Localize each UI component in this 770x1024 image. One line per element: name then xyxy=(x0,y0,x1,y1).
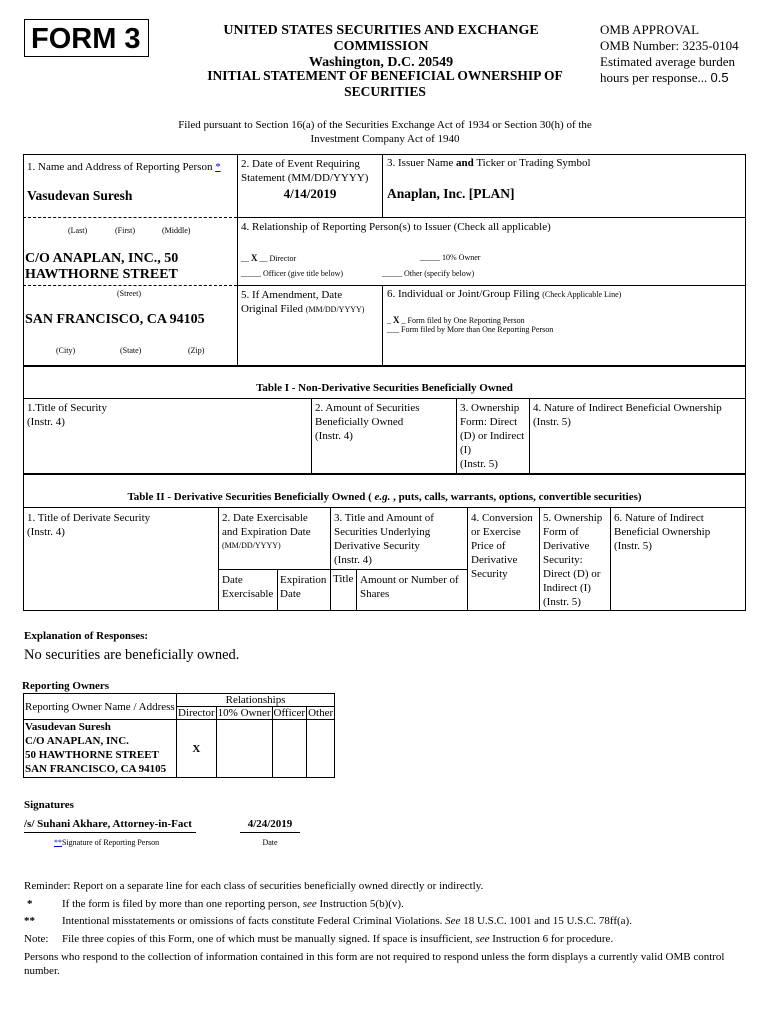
director-check: X xyxy=(177,720,217,778)
header-line: (Instr. 4) xyxy=(27,526,65,538)
header-line: 6. Nature of Indirect xyxy=(614,512,704,524)
city-state-zip: SAN FRANCISCO, CA 94105 xyxy=(25,312,205,327)
header-line: (Instr. 5) xyxy=(614,540,652,552)
header-line: Shares xyxy=(360,588,390,600)
header-line: (Instr. 5) xyxy=(460,458,498,470)
reporting-person-name: Vasudevan Suresh xyxy=(27,188,133,203)
star-note-pre: If the form is filed by more than one reporting person, xyxy=(62,898,303,910)
header-line: 2. Date Exercisable xyxy=(222,512,308,524)
table2-col1-header xyxy=(27,511,150,539)
explanation-text: No securities are beneficially owned. xyxy=(24,647,240,663)
street-address xyxy=(25,251,178,283)
star-note xyxy=(62,898,404,910)
relationships-header: Relationships xyxy=(177,694,335,707)
owner-line: C/O ANAPLAN, INC. xyxy=(25,735,129,747)
header-line: (Instr. 4) xyxy=(27,416,65,428)
header-line: Derivative xyxy=(471,554,518,566)
table1-col2-header xyxy=(315,401,420,443)
state-label: (State) xyxy=(120,346,142,355)
box3-label-post: Ticker or Trading Symbol xyxy=(473,157,591,169)
table2-title-pre: Table II - Derivative Securities Beneficially Owned ( xyxy=(127,491,375,503)
persons-notice xyxy=(24,950,744,978)
double-star-note xyxy=(62,915,632,927)
box5-label-line: 5. If Amendment, Date xyxy=(241,289,343,301)
event-date: 4/14/2019 xyxy=(283,186,337,201)
persons-line: number. xyxy=(24,965,60,977)
header-line: Form: Direct xyxy=(460,416,518,428)
header-line: (Instr. 4) xyxy=(334,554,372,566)
star-note-see: see xyxy=(302,898,317,910)
date-exercisable-header xyxy=(222,573,273,601)
double-star-footnote-link[interactable]: ** xyxy=(54,838,62,847)
signature-label-text: Signature of Reporting Person xyxy=(62,838,160,847)
box1-label xyxy=(27,161,221,173)
other-header: Other xyxy=(308,707,334,719)
note-label: Note: xyxy=(24,933,49,945)
header-line: 3. Ownership xyxy=(460,402,520,414)
page-title-line: INITIAL STATEMENT OF BENEFICIAL OWNERSHIP OF xyxy=(207,68,563,83)
box3-label-pre: 3. Issuer Name xyxy=(387,157,457,169)
table2-col6-header xyxy=(614,511,710,553)
director-pre: __ xyxy=(241,254,251,263)
header-line: 3. Title and Amount of xyxy=(334,512,434,524)
ten-percent-check xyxy=(216,720,272,778)
header-line: (D) or Indirect xyxy=(460,430,525,442)
header-line: Security xyxy=(471,568,508,580)
header-line: Security: xyxy=(543,554,583,566)
table2-title-eg: e.g. xyxy=(374,491,391,503)
title-subheader: Title xyxy=(333,573,354,585)
zip-label: (Zip) xyxy=(188,346,205,355)
header-line: 5. Ownership xyxy=(543,512,603,524)
note-pre: File three copies of this Form, one of which must be manually signed. If space is insufficient, xyxy=(62,933,476,945)
reporting-owners-table xyxy=(23,693,335,778)
header-line-small: (MM/DD/YYYY) xyxy=(222,541,281,550)
table2-title xyxy=(23,491,746,503)
reminder-text: Reminder: Report on a separate line for each class of securities beneficially owned directly or indirectly. xyxy=(24,880,484,892)
header-line: (Instr. 4) xyxy=(315,430,353,442)
owner-line: 50 HAWTHORNE STREET xyxy=(25,749,159,761)
header-line: Beneficial Ownership xyxy=(614,526,711,538)
dstar-note-pre: Intentional misstatements or omissions of facts constitute Federal Criminal Violations. xyxy=(62,915,446,927)
other-check xyxy=(307,720,335,778)
header-line: Exercisable xyxy=(222,588,274,600)
header-line: Date xyxy=(280,588,301,600)
omb-line: Estimated average burden xyxy=(600,54,735,69)
signature-date: 4/24/2019 xyxy=(240,818,300,833)
table1-title: Table I - Non-Derivative Securities Beneficially Owned xyxy=(256,382,513,394)
header-line: (Instr. 5) xyxy=(543,596,581,608)
table2-title-post: , puts, calls, warrants, options, convertible securities) xyxy=(390,491,642,503)
last-label: (Last) xyxy=(68,226,88,235)
reporting-owners-heading: Reporting Owners xyxy=(22,680,110,692)
star-footnote-link[interactable]: * xyxy=(215,161,221,173)
table2-col2-header xyxy=(222,511,311,553)
header-line: Direct (D) or xyxy=(543,568,601,580)
ten-percent-header: 10% Owner xyxy=(217,707,271,719)
header-line: 1. Title of Derivate Security xyxy=(27,512,151,524)
persons-line: Persons who respond to the collection of information contained in this form are not required to respond unless the form displays a currently valid OMB control xyxy=(24,951,725,963)
note-post: Instruction 6 for procedure. xyxy=(489,933,614,945)
director-header: Director xyxy=(178,707,215,719)
header-line: Derivative Security xyxy=(334,540,420,552)
expiration-date-header xyxy=(280,573,326,601)
owner-line: SAN FRANCISCO, CA 94105 xyxy=(25,763,167,775)
officer-option: _____ Officer (give title below) xyxy=(241,269,344,278)
note-see: see xyxy=(475,933,490,945)
box2-label-line: 2. Date of Event Requiring xyxy=(241,158,360,170)
box4-label: 4. Relationship of Reporting Person(s) to Issuer (Check all applicable) xyxy=(241,221,551,233)
dstar-note-see: See xyxy=(445,915,461,927)
table1-col3-header xyxy=(460,401,524,471)
agency-name xyxy=(175,23,587,71)
omb-burden-label: hours per response... xyxy=(600,70,711,85)
street-label: (Street) xyxy=(117,289,141,298)
other-option: _____ Other (specify below) xyxy=(382,269,475,278)
table2-col4-header xyxy=(471,511,533,581)
omb-line: OMB APPROVAL xyxy=(600,22,700,37)
table2-col3-header xyxy=(334,511,434,567)
opt1-post: _ Form filed by One Reporting Person xyxy=(399,316,525,325)
header-line: or Exercise xyxy=(471,526,521,538)
table1-col1-header xyxy=(27,401,107,429)
table1-col4-header xyxy=(533,401,722,429)
multi-person-option: ___ Form filed by More than One Reporting Person xyxy=(387,325,554,334)
street-line: C/O ANAPLAN, INC., 50 xyxy=(25,251,179,266)
agency-location: Washington, D.C. 20549 xyxy=(308,55,454,70)
box2-label-line: Statement (MM/DD/YYYY) xyxy=(241,172,369,184)
page-title xyxy=(175,68,595,100)
header-line: Derivative xyxy=(543,540,590,552)
box5-label-small: (MM/DD/YYYY) xyxy=(305,305,365,314)
director-post: __ Director xyxy=(257,254,297,263)
one-person-option xyxy=(387,315,525,325)
director-option xyxy=(241,253,296,263)
date-label: Date xyxy=(262,838,278,847)
omb-approval xyxy=(600,22,739,86)
header-line: Date xyxy=(222,574,243,586)
header-line: 4. Conversion xyxy=(471,512,533,524)
box6-label-text: 6. Individual or Joint/Group Filing xyxy=(387,288,543,300)
header-line: 4. Nature of Indirect Beneficial Ownership xyxy=(533,402,722,414)
director-check-mark: X xyxy=(251,253,258,263)
middle-label: (Middle) xyxy=(162,226,191,235)
box2-label xyxy=(241,157,368,185)
signatures-heading: Signatures xyxy=(24,799,74,811)
filed-pursuant xyxy=(150,118,620,146)
explanation-heading: Explanation of Responses: xyxy=(24,630,149,642)
box5-label xyxy=(241,288,364,317)
owner-line: Vasudevan Suresh xyxy=(25,721,111,733)
header-line: and Expiration Date xyxy=(222,526,311,538)
owner-name-header: Reporting Owner Name / Address xyxy=(24,694,177,720)
header-line: Expiration xyxy=(280,574,327,586)
double-star-mark: ** xyxy=(24,915,35,927)
omb-line xyxy=(600,70,739,86)
header-line: Form of xyxy=(543,526,579,538)
officer-check xyxy=(272,720,307,778)
star-mark: * xyxy=(27,898,33,910)
star-note-post: Instruction 5(b)(v). xyxy=(316,898,404,910)
box6-label xyxy=(387,288,621,300)
table2-col5-header xyxy=(543,511,602,609)
omb-burden-value: 0.5 xyxy=(710,70,729,85)
filed-line: Filed pursuant to Section 16(a) of the Securities Exchange Act of 1934 or Section 30(h) of the xyxy=(178,119,592,131)
box3-label xyxy=(387,157,591,169)
note-text xyxy=(62,933,613,945)
header-line: Securities Underlying xyxy=(334,526,431,538)
header-line: (Instr. 5) xyxy=(533,416,571,428)
officer-header: Officer xyxy=(273,707,306,719)
one-person-check-mark: X xyxy=(393,315,400,325)
header-line: 2. Amount of Securities xyxy=(315,402,420,414)
opt1-pre: _ xyxy=(387,316,393,325)
box1-label-text: 1. Name and Address of Reporting Person xyxy=(27,161,216,173)
city-label: (City) xyxy=(56,346,76,355)
form-label: FORM 3 xyxy=(24,19,149,57)
amount-shares-header xyxy=(360,573,459,601)
header-line: 1.Title of Security xyxy=(27,402,107,414)
header-line: Beneficially Owned xyxy=(315,416,404,428)
header-line: Amount or Number of xyxy=(360,574,459,586)
signature-label xyxy=(54,838,159,847)
box5-label-line: Original Filed xyxy=(241,303,306,315)
filed-line: Investment Company Act of 1940 xyxy=(310,133,460,145)
street-line: HAWTHORNE STREET xyxy=(25,267,178,282)
dstar-note-post: 18 U.S.C. 1001 and 15 U.S.C. 78ff(a). xyxy=(460,915,632,927)
first-label: (First) xyxy=(115,226,135,235)
omb-line: OMB Number: 3235-0104 xyxy=(600,38,739,53)
header-line: (I) xyxy=(460,444,471,456)
ten-percent-owner-option: _____ 10% Owner xyxy=(420,253,481,262)
box6-label-small: (Check Applicable Line) xyxy=(542,290,622,299)
header-line: Indirect (I) xyxy=(543,582,591,594)
agency-title: UNITED STATES SECURITIES AND EXCHANGE COMMISSION xyxy=(223,23,539,54)
issuer-name: Anaplan, Inc. [PLAN] xyxy=(387,186,515,201)
owner-address-cell xyxy=(24,720,177,778)
page-title-line: SECURITIES xyxy=(344,84,426,99)
signature-value: /s/ Suhani Akhare, Attorney-in-Fact xyxy=(24,818,196,833)
header-line: Price of xyxy=(471,540,506,552)
box3-label-and: and xyxy=(456,157,474,169)
